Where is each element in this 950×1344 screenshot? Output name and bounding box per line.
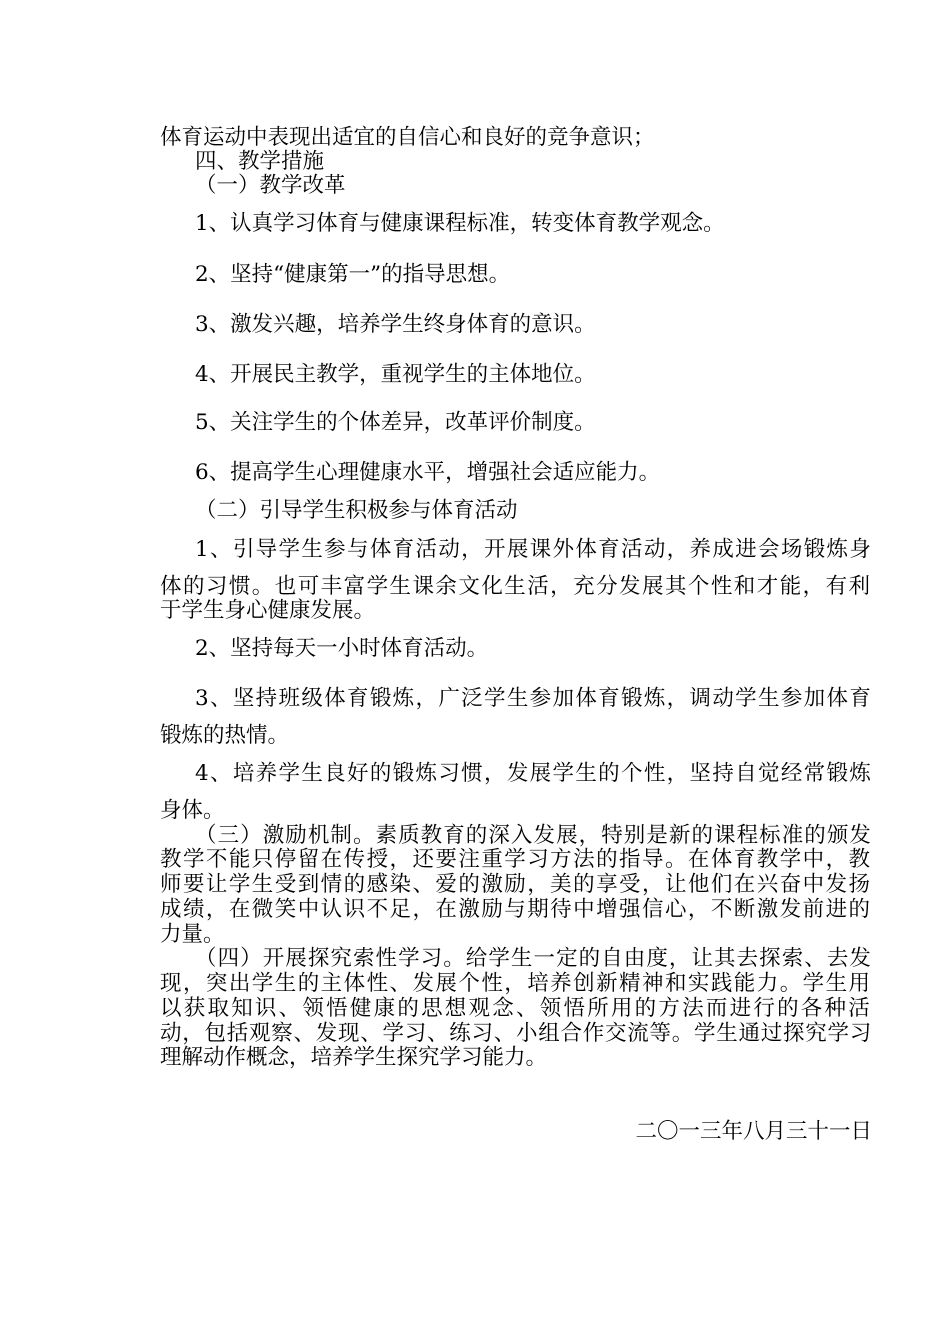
paragraph-line: （四）开展探究索性学习。给学生一定的自由度，让其去探索、去发 [195,946,873,971]
paragraph-line: 3、坚持班级体育锻炼，广泛学生参加体育锻炼，调动学生参加体育 [195,686,873,711]
paragraph-line: 以获取知识、领悟健康的思想观念、领悟所用的方法而进行的各种活 [160,996,873,1021]
document-date: 二〇一三年八月三十一日 [635,1119,872,1144]
paragraph-line: 现，突出学生的主体性、发展个性，培养创新精神和实践能力。学生用 [160,971,872,996]
paragraph-line: 于学生身心健康发展。 [160,598,376,623]
list-item-2: 2、坚持“健康第一”的指导思想。 [195,262,511,287]
list-item-3: 3、激发兴趣，培养学生终身体育的意识。 [195,312,596,337]
paragraph-line: 体的习惯。也可丰富学生课余文化生活，充分发展其个性和才能，有利 [160,574,872,599]
paragraph-line: （三）激励机制。素质教育的深入发展，特别是新的课程标准的颁发 [195,823,873,848]
paragraph-line: 4、培养学生良好的锻炼习惯，发展学生的个性，坚持自觉经常锻炼 [195,761,873,786]
section-heading-4: 四、教学措施 [195,149,325,174]
list-item-7: 2、坚持每天一小时体育活动。 [195,636,489,661]
paragraph-line: 动，包括观察、发现、学习、练习、小组合作交流等。学生通过探究学习 [160,1021,873,1046]
list-item-5: 5、关注学生的个体差异，改革评价制度。 [195,410,596,435]
list-item-6: 6、提高学生心理健康水平，增强社会适应能力。 [195,460,661,485]
subsection-heading-2: （二）引导学生积极参与体育活动 [195,498,518,523]
paragraph-line: 力量。 [160,922,225,947]
list-item-4: 4、开展民主教学，重视学生的主体地位。 [195,362,596,387]
paragraph-line: 1、引导学生参与体育活动，开展课外体育活动，养成进会场锻炼身 [195,537,873,562]
list-item-1: 1、认真学习体育与健康课程标准，转变体育教学观念。 [195,211,725,236]
text-line-1: 体育运动中表现出适宜的自信心和良好的竞争意识； [160,125,655,150]
paragraph-line: 理解动作概念，培养学生探究学习能力。 [160,1045,548,1070]
paragraph-line: 教学不能只停留在传授，还要注重学习方法的指导。在体育教学中，教 [160,847,872,872]
subsection-heading-1: （一）教学改革 [195,173,346,198]
paragraph-line: 师要让学生受到情的感染、爱的激励，美的享受，让他们在兴奋中发扬 [160,872,872,897]
paragraph-line: 成绩，在微笑中认识不足，在激励与期待中增强信心，不断激发前进的 [160,897,872,922]
paragraph-line: 锻炼的热情。 [160,723,290,748]
paragraph-line: 身体。 [160,798,225,823]
